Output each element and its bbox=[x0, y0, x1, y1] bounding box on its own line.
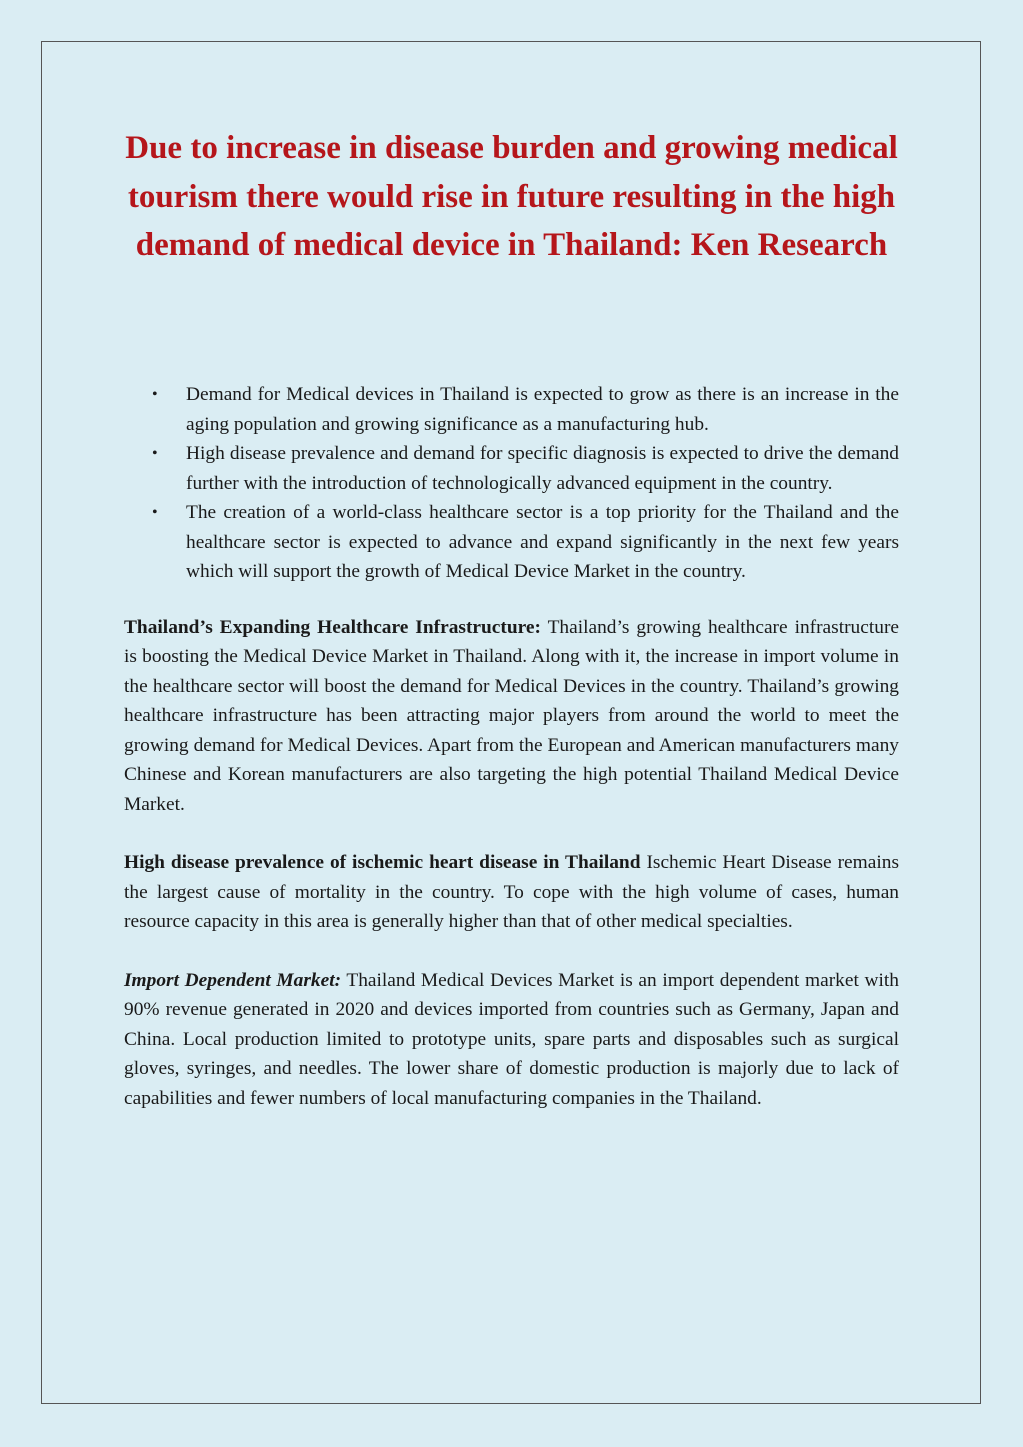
document-title: Due to increase in disease burden and growing medical tourism there would rise in future resulting in the high demand of medical device in Thailand: Ken Research bbox=[125, 130, 898, 263]
section-heart-disease bbox=[124, 848, 899, 937]
section-heading: Thailand’s Expanding Healthcare Infrastructure: bbox=[124, 616, 541, 638]
bullet-text: High disease prevalence and demand for specific diagnosis is expected to drive the demand further with the introduction of technologically advanced equipment in the country. bbox=[186, 443, 899, 494]
bullet-dot-icon: • bbox=[152, 445, 158, 462]
bullet-dot-icon: • bbox=[152, 386, 158, 403]
section-body: Thailand’s growing healthcare infrastructure is boosting the Medical Device Market in Thailand. Along with it, the increase in import volume in the healthcare sector will boost the demand for Medical Devices in the country. Thailand’s growing healthcare infrastructure has been attracting major players from around the world to meet the growing demand for Medical Devices. Apart from the European and American manufacturers many Chinese and Korean manufacturers are also targeting the high potential Thailand Medical Device Market. bbox=[124, 616, 900, 815]
section-body: Ischemic Heart Disease remains the largest cause of mortality in the country. To cope with the high volume of cases, human resource capacity in this area is generally higher than that of other medical specialties. bbox=[124, 852, 899, 932]
bullet-item bbox=[152, 498, 899, 587]
bullet-item bbox=[152, 380, 899, 439]
section-body: Thailand Medical Devices Market is an import dependent market with 90% revenue generated in 2020 and devices imported from countries such as Germany, Japan and China. Local production limited to prototype units, spare parts and disposables such as surgical gloves, syringes, and needles. The lower share of domestic production is majorly due to lack of capabilities and fewer numbers of local manufacturing companies in the Thailand. bbox=[124, 969, 899, 1109]
section-heading: Import Dependent Market: bbox=[124, 969, 342, 991]
bullet-item bbox=[152, 439, 899, 498]
section-import-dependent bbox=[124, 966, 899, 1114]
bullet-text: The creation of a world-class healthcare sector is a top priority for the Thailand and the healthcare sector is expected to advance and expand significantly in the next few years which will support the growth of Medical Device Market in the country. bbox=[186, 502, 899, 582]
bullet-text: Demand for Medical devices in Thailand is expected to grow as there is an increase in the aging population and growing significance as a manufacturing hub. bbox=[186, 384, 899, 435]
section-infrastructure bbox=[124, 613, 899, 820]
section-heading: High disease prevalence of ischemic heart disease in Thailand bbox=[124, 852, 641, 873]
bullet-dot-icon: • bbox=[152, 504, 158, 521]
document-body bbox=[124, 380, 899, 1142]
bullet-list bbox=[124, 380, 899, 587]
